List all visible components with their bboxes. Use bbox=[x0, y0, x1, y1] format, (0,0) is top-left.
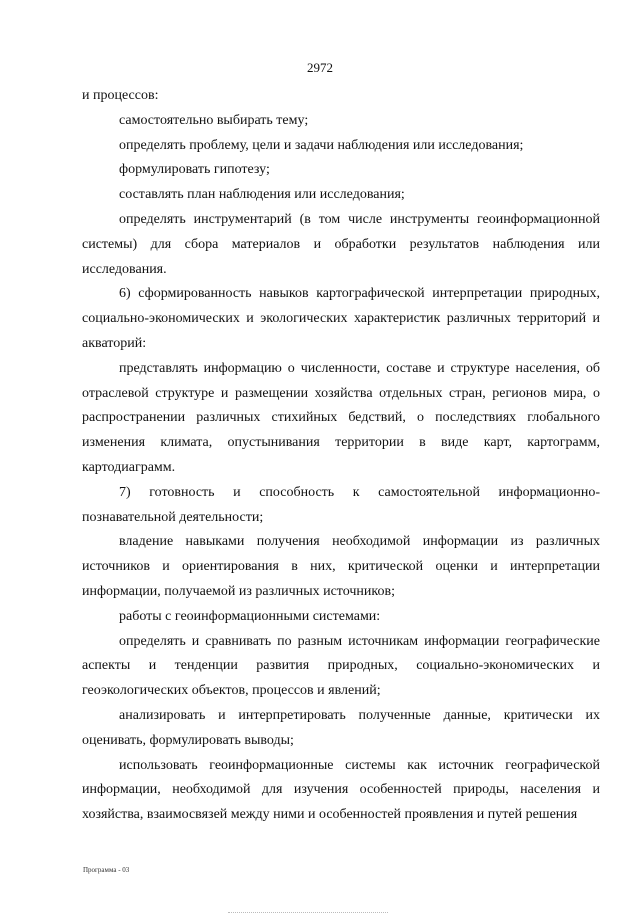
paragraph: определять проблему, цели и задачи наблюдения или исследования; bbox=[119, 137, 524, 153]
document-body bbox=[82, 84, 600, 828]
paragraph: формулировать гипотезу; bbox=[119, 162, 270, 178]
paragraph: 7) готовность и способность к самостоятельной информационно-познавательной деятельности; bbox=[82, 484, 600, 525]
paragraph: самостоятельно выбирать тему; bbox=[119, 112, 309, 128]
paragraph: работы с геоинформационными системами: bbox=[119, 608, 381, 624]
page-number: 2972 bbox=[307, 60, 333, 75]
paragraph: представлять информацию о численности, составе и структуре населения, об отраслевой структуре и размещении хозяйства отдельных стран, регионов мира, о распространении различных стихийных бедствий, о последствиях глобального изменения климата, опустынивания территории в виде карт, картограмм, картодиаграмм. bbox=[82, 360, 600, 475]
paragraph: определять инструментарий (в том числе инструменты геоинформационной системы) для сбора материалов и обработки результатов наблюдения или исследования. bbox=[82, 211, 600, 277]
paragraph: использовать геоинформационные системы как источник географической информации, необходимой для изучения особенностей природы, населения и хозяйства, взаимосвязей между ними и особенностей проявления и путей решения bbox=[82, 757, 600, 823]
paragraph: анализировать и интерпретировать полученные данные, критически их оценивать, формулировать выводы; bbox=[82, 707, 600, 748]
paragraph: определять и сравнивать по разным источникам информации географические аспекты и тенденции развития природных, социально-экономических и геоэкологических объектов, процессов и явлений; bbox=[82, 633, 600, 699]
scan-artifact bbox=[228, 912, 388, 914]
paragraph: и процессов: bbox=[82, 88, 159, 103]
paragraph: 6) сформированность навыков картографической интерпретации природных, социально-экономических и экологических характеристик различных территорий и акваторий: bbox=[82, 286, 600, 351]
footer-program-label: Программа - 03 bbox=[83, 866, 130, 874]
paragraph: составлять план наблюдения или исследования; bbox=[119, 187, 405, 203]
paragraph: владение навыками получения необходимой информации из различных источников и ориентирования в них, критической оценки и интерпретации информации, получаемой из различных источников; bbox=[82, 534, 600, 599]
